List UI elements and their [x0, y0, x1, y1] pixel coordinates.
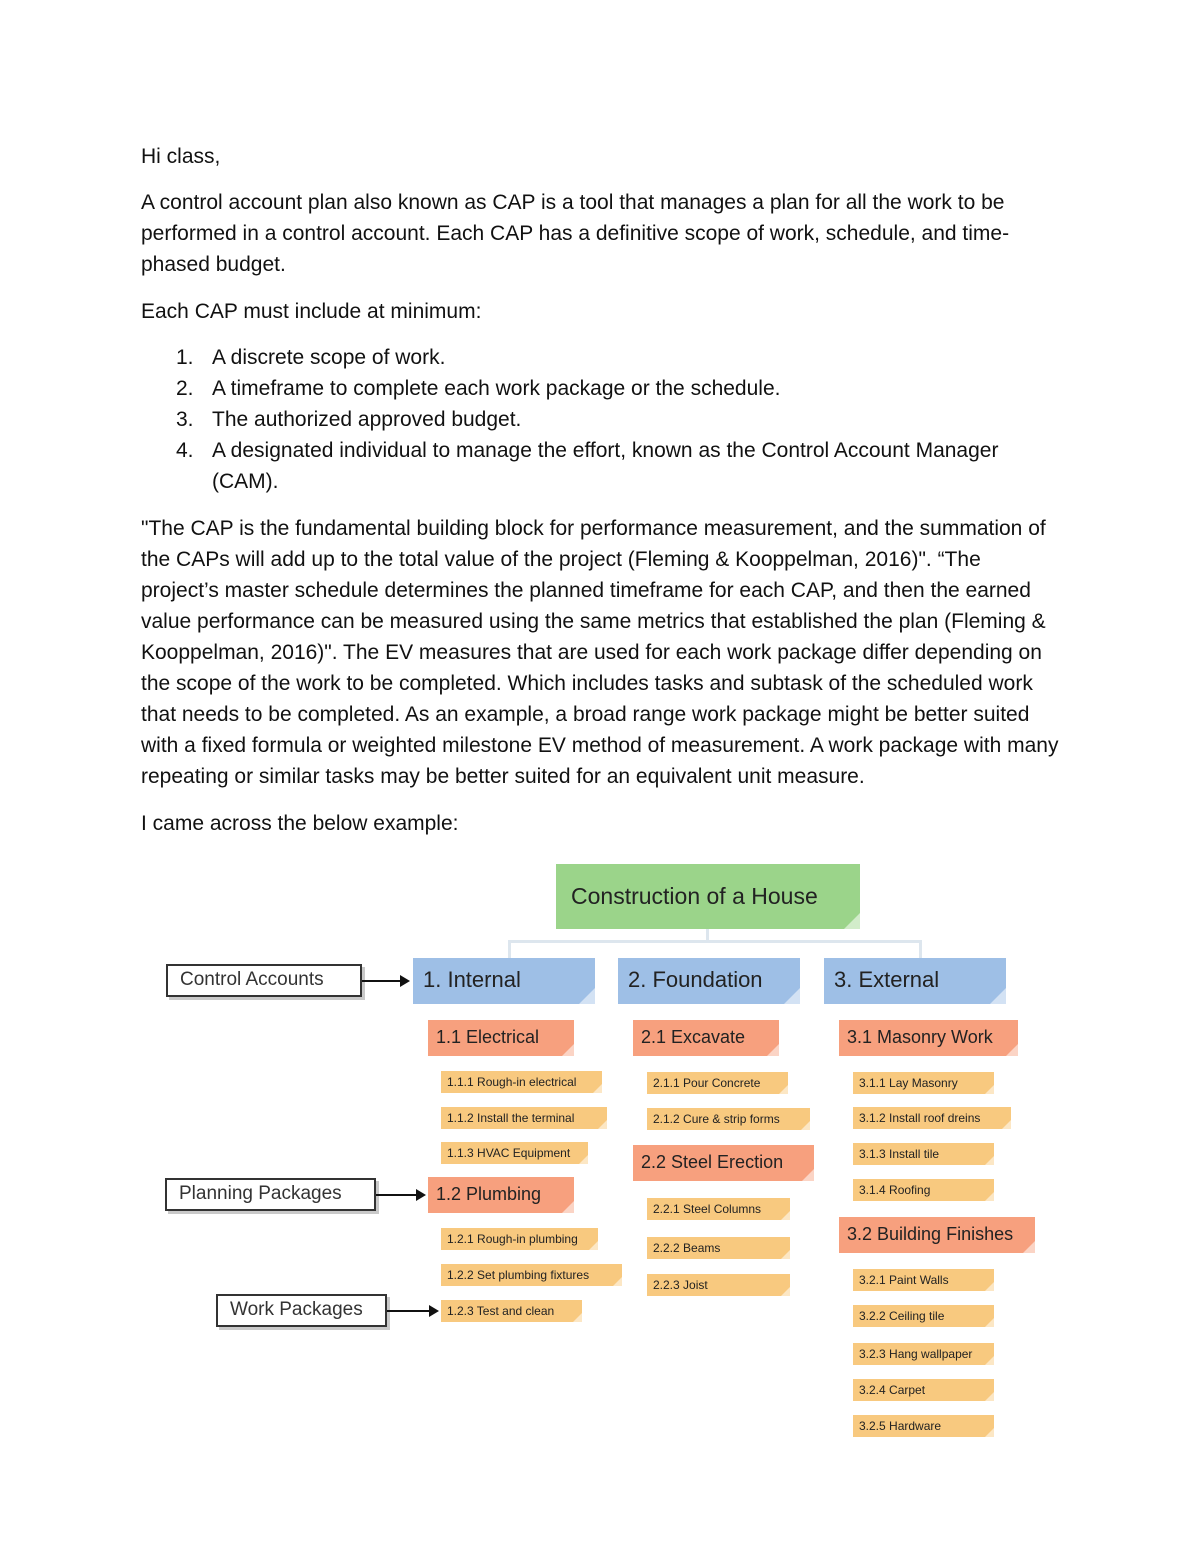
work-package: 2.1.1 Pour Concrete	[647, 1072, 788, 1094]
work-package: 2.1.2 Cure & strip forms	[647, 1108, 810, 1130]
control-account-internal: 1. Internal	[413, 958, 595, 1004]
package-building-finishes: 3.2 Building Finishes	[839, 1217, 1035, 1253]
requirements-heading-text: Each CAP must include at minimum:	[141, 300, 482, 323]
requirement-text: A designated individual to manage the effort, known as the Control Account Manager (CAM).	[212, 439, 999, 493]
work-package: 3.2.3 Hang wallpaper	[853, 1343, 994, 1365]
arrow-planning-packages	[376, 1194, 424, 1196]
work-package: 1.1.1 Rough-in electrical	[441, 1071, 602, 1093]
requirement-text: The authorized approved budget.	[212, 408, 522, 431]
example-lead	[141, 808, 1061, 839]
work-package: 3.1.4 Roofing	[853, 1179, 994, 1201]
quote-text: "The CAP is the fundamental building block for performance measurement, and the summation of the CAPs will add up to the total value of the project (Fleming & Kooppelman, 2016)". “The project’s master schedule determines the planned timeframe for each CAP, and then the earned value performance can be measured using the same metrics that established the plan (Fleming & Kooppelman, 2016)". The EV measures that are used for each work package differ depending on the scope of the work to be completed. Which includes tasks and subtask of the scheduled work that needs to be completed. As an example, a broad range work package might be better suited with a fixed formula or weighted milestone EV method of measurement. A work package with many repeating or similar tasks may be better suited for an equivalent unit measure.	[141, 517, 1059, 788]
legend-planning-packages: Planning Packages	[165, 1178, 376, 1211]
intro-text: A control account plan also known as CAP is a tool that manages a plan for all the work to be performed in a control account. Each CAP has a definitive scope of work, schedule, and time-phased budget.	[141, 191, 1010, 276]
wbs-root: Construction of a House	[556, 864, 860, 929]
external-connector	[919, 940, 922, 958]
requirement-item	[141, 404, 1061, 435]
package-excavate: 2.1 Excavate	[633, 1020, 779, 1056]
control-account-external: 3. External	[824, 958, 1006, 1004]
work-package: 2.2.1 Steel Columns	[647, 1198, 790, 1220]
requirement-text: A timeframe to complete each work package or the schedule.	[212, 377, 781, 400]
work-package: 1.2.2 Set plumbing fixtures	[441, 1264, 622, 1286]
requirement-item	[141, 373, 1061, 404]
example-lead-text: I came across the below example:	[141, 812, 459, 835]
requirement-number: 3.	[176, 408, 194, 431]
requirements-heading	[141, 296, 1061, 327]
greeting-line: Hi class,	[141, 145, 221, 168]
work-package: 1.2.3 Test and clean	[441, 1300, 582, 1322]
work-package: 1.1.3 HVAC Equipment	[441, 1142, 588, 1164]
requirement-number: 1.	[176, 346, 194, 369]
work-package: 3.2.1 Paint Walls	[853, 1269, 994, 1291]
arrow-work-packages	[387, 1310, 437, 1312]
requirement-text: A discrete scope of work.	[212, 346, 446, 369]
internal-connector	[508, 940, 511, 958]
package-electrical: 1.1 Electrical	[428, 1020, 574, 1056]
work-package: 3.1.2 Install roof dreins	[853, 1107, 1011, 1129]
work-package: 2.2.3 Joist	[647, 1274, 790, 1296]
requirement-number: 2.	[176, 377, 194, 400]
requirement-item	[141, 342, 1061, 373]
work-package: 1.2.1 Rough-in plumbing	[441, 1228, 598, 1250]
quote-paragraph	[141, 513, 1061, 792]
work-package: 1.1.2 Install the terminal	[441, 1107, 607, 1129]
work-package: 3.2.4 Carpet	[853, 1379, 994, 1401]
work-package: 3.2.2 Ceiling tile	[853, 1305, 994, 1327]
requirement-number: 4.	[176, 439, 194, 462]
work-package: 3.2.5 Hardware	[853, 1415, 994, 1437]
requirements-list	[141, 342, 1061, 497]
work-package: 3.1.3 Install tile	[853, 1143, 994, 1165]
work-package: 2.2.2 Beams	[647, 1237, 790, 1259]
root-connector-stem	[706, 928, 709, 943]
greeting-text	[141, 141, 1061, 172]
legend-control-accounts: Control Accounts	[166, 964, 362, 997]
package-masonry-work: 3.1 Masonry Work	[839, 1020, 1018, 1056]
requirement-item	[141, 435, 1061, 497]
root-connector-horizontal	[508, 940, 922, 943]
intro-paragraph	[141, 187, 1061, 280]
legend-work-packages: Work Packages	[216, 1294, 387, 1327]
arrow-control-accounts	[362, 980, 408, 982]
work-package: 3.1.1 Lay Masonry	[853, 1072, 994, 1094]
package-plumbing: 1.2 Plumbing	[428, 1177, 574, 1213]
package-steel-erection: 2.2 Steel Erection	[633, 1145, 814, 1181]
control-account-foundation: 2. Foundation	[618, 958, 800, 1004]
